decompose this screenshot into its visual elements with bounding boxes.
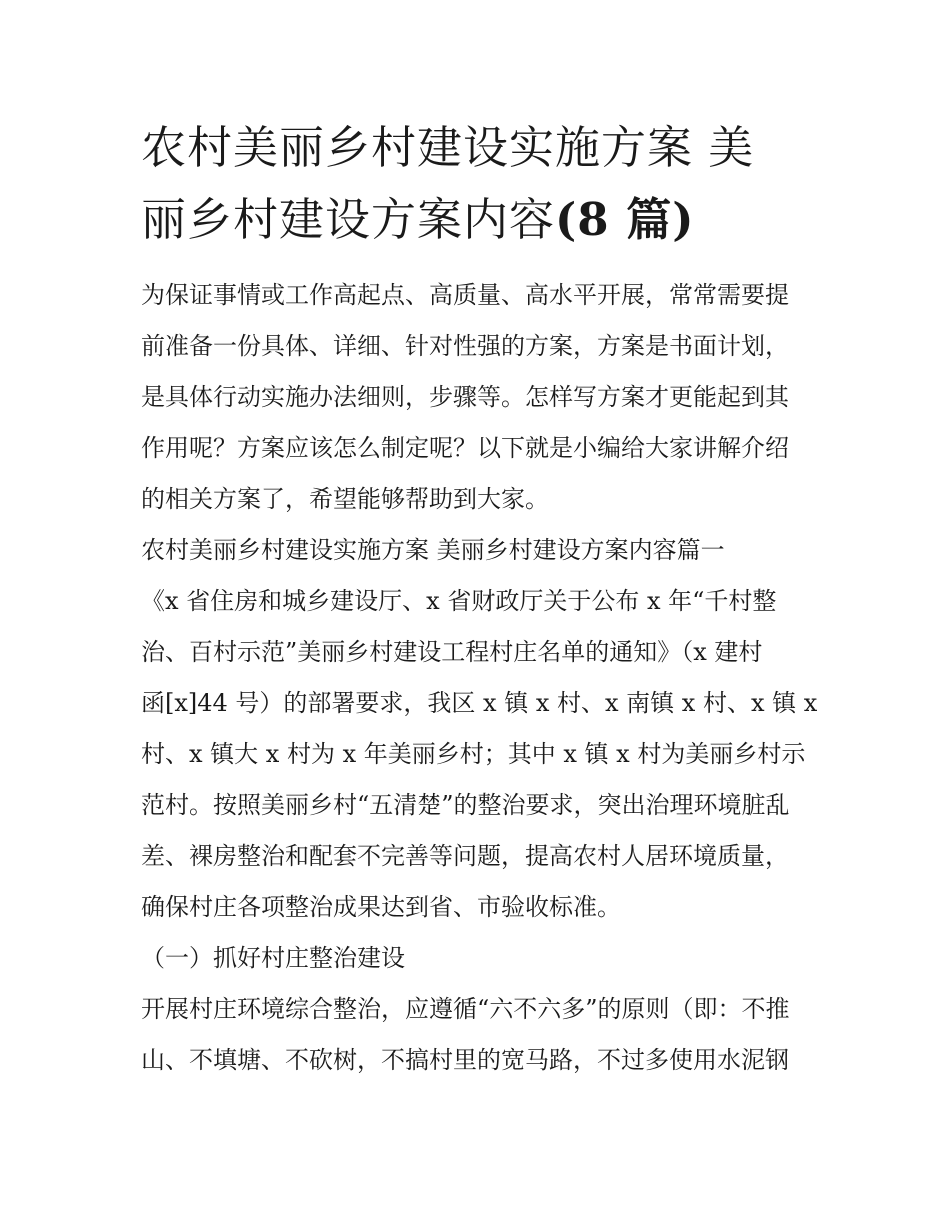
text-line: 治、百村示范”美丽乡村建设工程村庄名单的通知》（x 建村 <box>141 638 763 666</box>
text-line: 农村美丽乡村建设实施方案 美丽乡村建设方案内容篇一 <box>141 536 725 564</box>
subsection-heading <box>141 933 813 984</box>
document-title <box>141 112 813 256</box>
intro-paragraph <box>141 270 813 525</box>
title-line-2-count: (8 篇) <box>555 193 695 246</box>
text-line: 函[x]44 号）的部署要求，我区 x 镇 x 村、x 南镇 x 村、x 镇 x <box>141 689 818 717</box>
text-line: 是具体行动实施办法细则，步骤等。怎样写方案才更能起到其 <box>141 383 789 411</box>
document-page <box>141 112 818 1086</box>
document-body <box>141 270 818 1086</box>
title-line-1: 农村美丽乡村建设实施方案 美 <box>141 121 755 174</box>
text-line: 《x 省住房和城乡建设厅、x 省财政厅关于公布 x 年“千村整 <box>141 587 777 615</box>
text-line: 确保村庄各项整治成果达到省、市验收标准。 <box>141 893 621 921</box>
text-line: 开展村庄环境综合整治，应遵循“六不六多”的原则（即：不推 <box>141 995 790 1023</box>
text-line: 差、裸房整治和配套不完善等问题，提高农村人居环境质量， <box>141 842 789 870</box>
notice-paragraph <box>141 576 818 933</box>
text-line: 前准备一份具体、详细、针对性强的方案，方案是书面计划， <box>141 332 789 360</box>
text-line: 作用呢？方案应该怎么制定呢？以下就是小编给大家讲解介绍 <box>141 434 789 462</box>
text-line: 的相关方案了，希望能够帮助到大家。 <box>141 485 549 513</box>
remediation-paragraph <box>141 984 813 1086</box>
text-line: 村、x 镇大 x 村为 x 年美丽乡村；其中 x 镇 x 村为美丽乡村示 <box>141 740 806 768</box>
section-heading <box>141 525 813 576</box>
title-line-2 <box>141 184 813 256</box>
title-line-2-text: 丽乡村建设方案内容 <box>141 193 556 246</box>
text-line: 为保证事情或工作高起点、高质量、高水平开展，常常需要提 <box>141 281 789 309</box>
text-line: 范村。按照美丽乡村“五清楚”的整治要求，突出治理环境脏乱 <box>141 791 790 819</box>
text-line: （一）抓好村庄整治建设 <box>141 944 405 972</box>
text-line: 山、不填塘、不砍树，不搞村里的宽马路，不过多使用水泥钢 <box>141 1046 789 1074</box>
